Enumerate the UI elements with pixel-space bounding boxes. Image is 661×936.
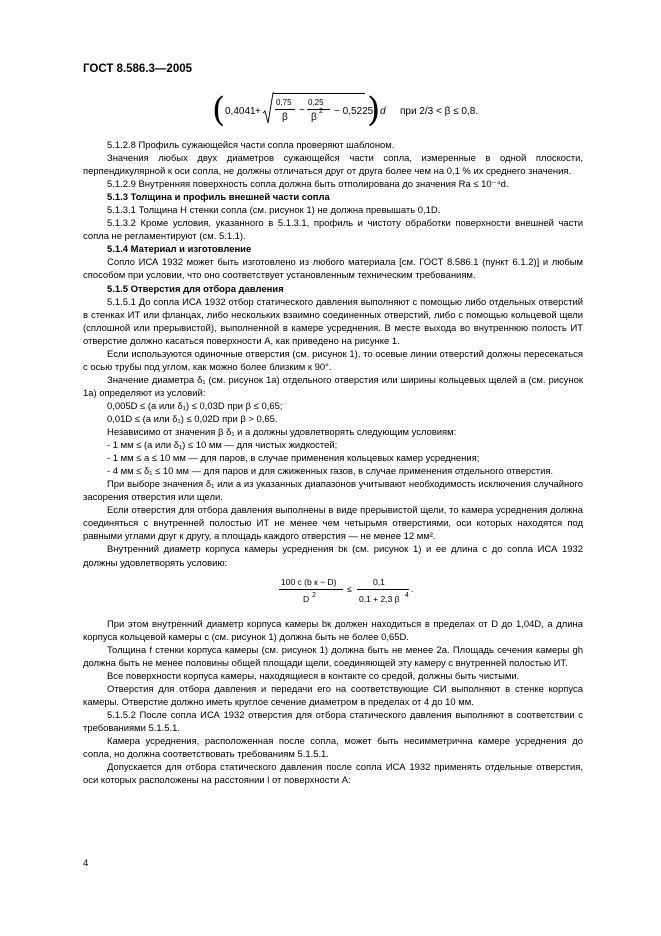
- paragraph: Допускается для отбора статического давления после сопла ИСА 1932 применять отдельные отверстия, оси которых расположены на расстоянии l от поверхности A:: [83, 762, 583, 787]
- list-item: - 1 мм ≤ a ≤ 10 мм — для паров, в случае применения кольцевых камер усреднения;: [107, 453, 480, 465]
- left-paren: (: [212, 90, 226, 130]
- formula-plus: +: [255, 106, 261, 117]
- paragraph: Сопло ИСА 1932 может быть изготовлено из любого материала [см. ГОСТ 8.586.1 (пункт 6.1.2)] и любым способом при условии, что оно соответствует установленным техническим требованиям.: [83, 257, 583, 282]
- paragraph: При этом внутренний диаметр корпуса камеры bк должен находиться в пределах от D до 1,04D, а длина корпуса кольцевой камеры c (см. рисунок 1) должна быть не более 0,65D.: [83, 618, 583, 643]
- paragraph: 5.1.2.9 Внутренняя поверхность сопла должна быть отполирована до значения Ra ≤ 10⁻⁴d.: [107, 179, 509, 191]
- sqrt-sign-icon: [262, 92, 274, 126]
- frac-right-exponent: 4: [405, 591, 409, 599]
- frac-right-bar: [357, 589, 409, 590]
- paragraph: При выборе значения δ₁ или a из указанных диапазонов учитывают необходимость исключения случайного засорения отверстия или щели.: [83, 479, 583, 504]
- frac-left-bar: [279, 589, 343, 590]
- page-number: 4: [83, 858, 89, 869]
- section-heading: 5.1.4 Материал и изготовление: [107, 244, 252, 256]
- section-heading: 5.1.3 Толщина и профиль внешней части сопла: [107, 192, 330, 204]
- le-sign: ≤: [347, 583, 352, 594]
- formula-period: .: [411, 583, 414, 594]
- document-body: [83, 139, 583, 787]
- frac1-bar: [275, 109, 295, 110]
- frac1-numerator: 0,75: [276, 98, 292, 107]
- formula-d: d: [380, 106, 386, 117]
- paragraph: 5.1.3.2 Кроме условия, указанного в 5.1.3.1, профиль и чистоту обработки поверхности внешней части сопла не регламентируют (см. 5.1.1).: [83, 218, 583, 243]
- paragraph: 5.1.5.2 После сопла ИСА 1932 отверстия для отбора статического давления выполняют в соответствии с требованиями 5.1.5.1.: [83, 709, 583, 734]
- section-heading: 5.1.5 Отверстия для отбора давления: [107, 283, 284, 295]
- sqrt-bar: [273, 93, 365, 94]
- frac-left-exponent: 2: [312, 591, 316, 599]
- list-item: - 1 мм ≤ (a или δ₁) ≤ 10 мм — для чистых жидкостей;: [107, 440, 338, 452]
- paragraph: 5.1.3.1 Толщина H стенки сопла (см. рисунок 1) не должна превышать 0,1D.: [107, 205, 441, 217]
- formula-minus-const: − 0,5225: [334, 106, 374, 117]
- paragraph: Значение диаметра δ₁ (см. рисунок 1а) отдельного отверстия или ширины кольцевых щелей a (см. рисунок 1а) определяют из условий:: [83, 374, 583, 399]
- paragraph: Если отверстия для отбора давления выполнены в виде прерывистой щели, то камера усреднения должна соединяться с внутренней полостью ИТ не менее чем четырьмя отверстиями, оси которых находятся под равными углами друг к другу, а площадь каждого отверстия — не менее 12 мм².: [83, 505, 583, 543]
- paragraph: Толщина f стенки корпуса камеры (см. рисунок 1) должна быть не менее 2a. Площадь сечения камеры gh должна быть не менее половины общей площади щели, соединяющей эту камеру с внутренней полостью ИТ.: [83, 644, 583, 669]
- paragraph: 5.1.2.8 Профиль сужающейся части сопла проверяют шаблоном.: [107, 140, 395, 151]
- frac2-exponent: 2: [319, 108, 323, 115]
- formula-condition: при 2/3 < β ≤ 0,8.: [400, 106, 479, 117]
- frac-right-denominator: 0,1 + 2,3 β: [359, 593, 400, 604]
- formula-minus: −: [299, 105, 305, 116]
- paragraph: Отверстия для отбора давления и передачи его на соответствующие СИ выполняют в стенке корпуса камеры. Отверстие должно иметь круглое сечение диаметром в пределах от 4 до 10 мм.: [83, 683, 583, 708]
- paragraph: 5.1.5.1 До сопла ИСА 1932 отбор статического давления выполняют с помощью либо отдельных отверстий в стенках ИТ или фланцах, либо нескольких взаимно соединенных отверстий, либо с помощью кольцевой щели (сплошной или прерывистой), выполненной в камере усреднения. В месте выхода во внутреннюю полость ИТ отверстие должно касаться поверхности A, как приведено на рисунке 1.: [83, 296, 583, 347]
- paragraph: Независимо от значения β δ₁ и a должны удовлетворять следующим условиям:: [107, 427, 457, 439]
- paragraph: Все поверхности корпуса камеры, находящиеся в контакте со средой, должны быть чистыми.: [107, 670, 520, 682]
- document-header: ГОСТ 8.586.3—2005: [83, 63, 193, 75]
- right-paren: ): [367, 90, 381, 130]
- paragraph: Камера усреднения, расположенная после сопла, может быть несимметрична камере усреднения до сопла, но должна соответствовать требованиям 5.1.5.1.: [83, 735, 583, 761]
- frac1-denominator: β: [282, 112, 288, 123]
- formula-chamber-condition: [83, 572, 583, 618]
- frac-left-numerator: 100 c (b к − D): [281, 576, 337, 587]
- frac-left-denominator: D: [303, 593, 310, 604]
- formula-const: 0,4041: [225, 106, 256, 117]
- paragraph: Внутренний диаметр корпуса камеры усреднения bк (см. рисунок 1) и ее длина c до сопла ИСА 1932 должны удовлетворять условию:: [83, 544, 583, 569]
- paragraph: Значения любых двух диаметров сужающейся части сопла, измеренные в одной плоскости, перпендикулярной к оси сопла, не должны отличаться друг от друга более чем на 0,1 % их среднего значения.: [83, 153, 583, 178]
- frac2-denominator: β: [311, 112, 317, 123]
- condition-line: 0,01D ≤ (a или δ₁) ≤ 0,02D при β > 0,65.: [107, 413, 278, 425]
- frac-right-numerator: 0,1: [373, 576, 385, 587]
- list-item: - 4 мм ≤ δ₁ ≤ 10 мм — для паров и для сжиженных газов, в случае применения отдельного отверстия.: [107, 466, 554, 478]
- condition-line: 0,005D ≤ (a или δ₁) ≤ 0,03D при β ≤ 0,65;: [107, 400, 283, 412]
- paragraph: Если используются одиночные отверстия (см. рисунок 1), то осевые линии отверстий должны пересекаться с осью трубы под углом, как можно более близким к 90°.: [83, 348, 583, 373]
- frac2-numerator: 0,25: [308, 98, 324, 107]
